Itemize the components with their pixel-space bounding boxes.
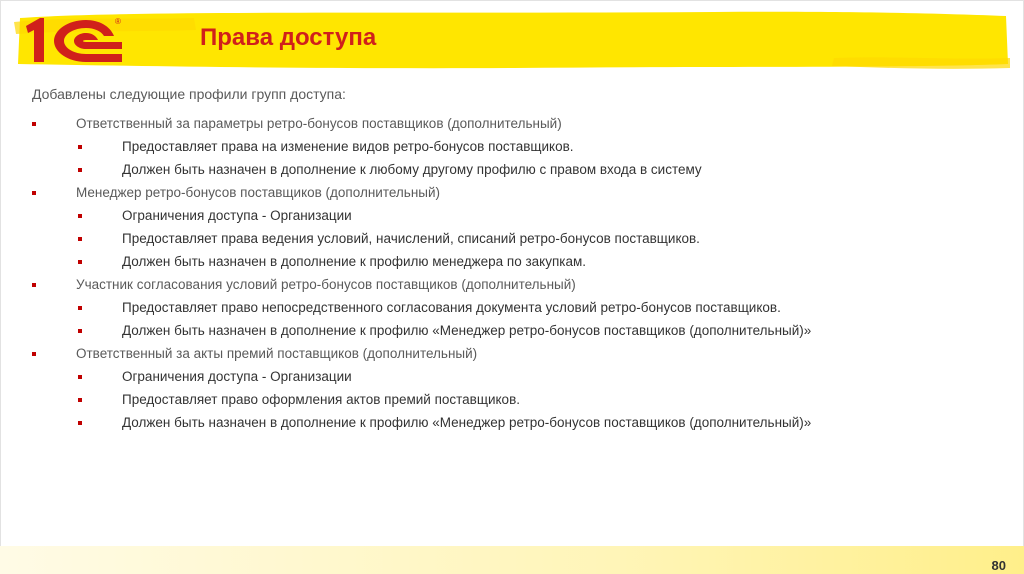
bullet-icon [78,145,82,149]
detail-text: Предоставляет права ведения условий, начислений, списаний ретро-бонусов поставщиков. [122,231,700,246]
bullet-icon [32,283,36,287]
profile-name: Менеджер ретро-бонусов поставщиков (дополнительный) [76,185,441,200]
detail-text: Ограничения доступа - Организации [122,208,352,223]
profile-item [32,273,992,342]
profile-item [32,342,992,434]
detail-text: Предоставляет права на изменение видов ретро-бонусов поставщиков. [122,139,574,154]
header-highlight-stroke [14,8,1010,70]
bullet-icon [78,375,82,379]
detail-text: Должен быть назначен в дополнение к профилю менеджера по закупкам. [122,254,587,269]
footer-band [0,546,1024,574]
bullet-icon [32,352,36,356]
profile-item [32,181,992,273]
bullet-icon [78,306,82,310]
profile-details [32,296,992,342]
bullet-icon [78,214,82,218]
detail-item [32,411,992,434]
bullet-icon [78,398,82,402]
detail-item [32,319,992,342]
profile-name: Участник согласования условий ретро-бонусов поставщиков (дополнительный) [76,277,576,292]
detail-item [32,296,992,319]
bullet-icon [32,122,36,126]
detail-item [32,388,992,411]
detail-text: Должен быть назначен в дополнение к профилю «Менеджер ретро-бонусов поставщиков (дополнительный)» [122,415,812,430]
detail-item [32,250,992,273]
profile-details [32,135,992,181]
profile-details [32,365,992,434]
registered-mark: ® [115,17,121,26]
profile-name: Ответственный за параметры ретро-бонусов поставщиков (дополнительный) [76,116,562,131]
bullet-icon [78,260,82,264]
detail-text: Ограничения доступа - Организации [122,369,352,384]
detail-text: Должен быть назначен в дополнение к любому другому профилю с правом входа в систему [122,162,702,177]
bullet-icon [78,421,82,425]
detail-item [32,365,992,388]
detail-item [32,227,992,250]
bullet-icon [32,191,36,195]
detail-text: Предоставляет право оформления актов премий поставщиков. [122,392,520,407]
detail-item [32,135,992,158]
page-title: Права доступа [200,24,377,51]
profile-item [32,112,992,181]
detail-text: Должен быть назначен в дополнение к профилю «Менеджер ретро-бонусов поставщиков (дополнительный)» [122,323,812,338]
profile-details [32,204,992,273]
1c-logo-icon [22,12,132,68]
intro-text: Добавлены следующие профили групп доступа: [32,86,346,102]
profile-name: Ответственный за акты премий поставщиков (дополнительный) [76,346,478,361]
profiles-list [32,112,992,434]
page-number: 80 [991,558,1006,573]
bullet-icon [78,237,82,241]
bullet-icon [78,329,82,333]
detail-item [32,158,992,181]
bullet-icon [78,168,82,172]
detail-text: Предоставляет право непосредственного согласования документа условий ретро-бонусов поставщиков. [122,300,781,315]
detail-item [32,204,992,227]
